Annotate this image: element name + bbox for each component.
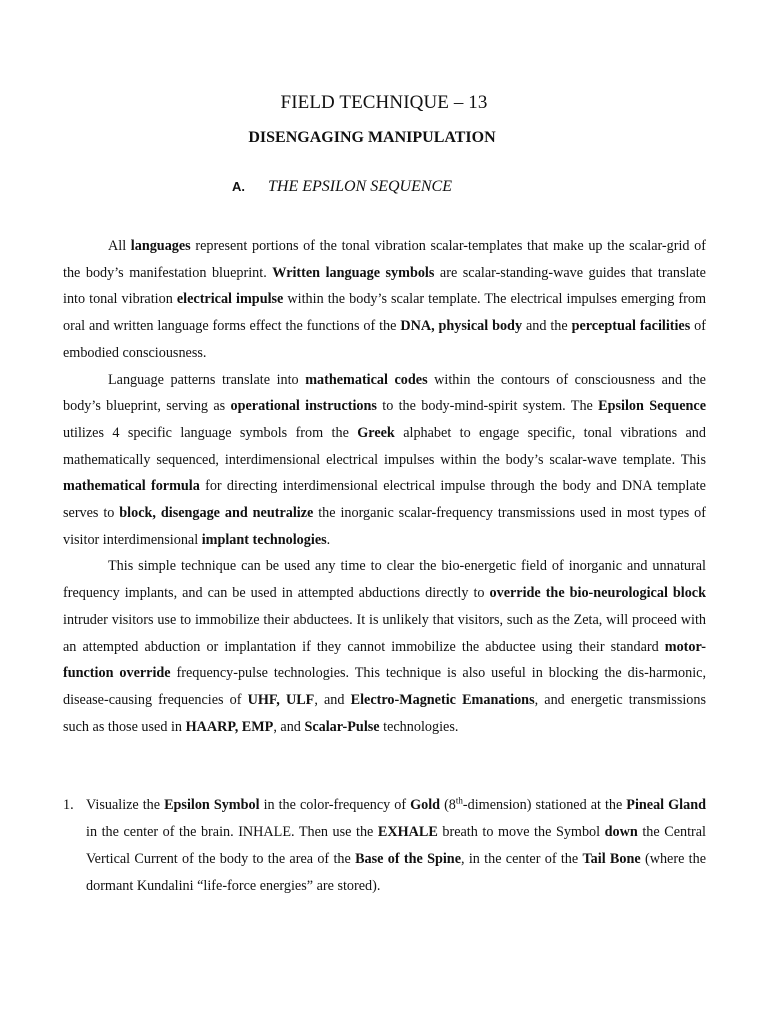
text-run: , and [273, 718, 305, 735]
text-run: breath to move the Symbol [437, 824, 605, 840]
bold-term: implant technologies [201, 531, 327, 548]
body-text [63, 233, 706, 740]
text-run: Language patterns translate into [108, 371, 306, 388]
step-number: 1. [63, 797, 74, 813]
text-run: represent portions of the tonal vibration scalar-templates that make up the scalar-grid of the body’s manifestation blueprint. [63, 238, 706, 281]
text-run: within the body’s scalar template. The electrical impulses emerging from oral and written language forms effect the functions of the [63, 291, 706, 335]
text-run: of embodied consciousness. [63, 318, 706, 361]
bold-term: motor-function override [63, 638, 706, 682]
section-title: THE EPSILON SEQUENCE [268, 178, 452, 195]
bold-term: operational instructions [230, 398, 377, 415]
page-title: FIELD TECHNIQUE – 13 [280, 92, 488, 113]
bold-term: HAARP, EMP [185, 718, 274, 735]
bold-term: Tail Bone [582, 851, 641, 867]
page-subtitle: DISENGAGING MANIPULATION [248, 129, 496, 146]
numbered-steps [63, 792, 706, 900]
bold-term: languages [130, 238, 191, 254]
text-run: in the center of the brain. INHALE. Then use the [86, 824, 378, 840]
bold-term: electrical impulse [176, 291, 284, 308]
text-run: . [326, 531, 331, 548]
text-run: to the body-mind-spirit system. The [376, 398, 599, 415]
bold-term: Pineal Gland [626, 797, 706, 813]
bold-term: mathematical codes [305, 371, 428, 388]
text-run: , and energetic transmissions such as those used in [63, 691, 707, 735]
section-heading [232, 178, 452, 196]
text-run: alphabet to engage specific, tonal vibrations and mathematically sequenced, interdimensional electrical impulses within the body’s scalar-wave template. This [63, 424, 706, 468]
text-run: in the color-frequency of [259, 797, 411, 813]
text-run: intruder visitors use to immobilize their abductees. It is unlikely that visitors, such as the Zeta, will proceed with an attempted abduction or implantation if they cannot immobilize the abductee using their standard [63, 611, 706, 655]
text-run: are scalar-standing-wave guides that translate into tonal vibration [63, 264, 706, 308]
bold-term: UHF, ULF [247, 691, 315, 708]
bold-term: Written language symbols [272, 264, 435, 281]
text-run: Visualize the [86, 797, 165, 813]
bold-term: Electro-Magnetic Emanations [350, 691, 535, 708]
text-run: technologies. [379, 718, 459, 735]
bold-term: down [604, 824, 638, 840]
bold-term: override the bio-neurological block [489, 585, 706, 602]
bold-term: Epsilon Symbol [164, 797, 260, 813]
text-run: -dimension) stationed at the [462, 797, 627, 813]
section-letter: A. [232, 179, 245, 194]
text-run: frequency-pulse technologies. This technique is also useful in blocking the dis-harmonic, disease-causing frequencies of [63, 665, 706, 708]
text-run: All [108, 238, 131, 254]
paragraph-2 [63, 367, 706, 554]
text-run: , in the center of the [461, 851, 583, 867]
text-run: , and [314, 691, 351, 708]
text-run: and the [522, 318, 572, 335]
text-run: This simple technique can be used any time to clear the bio-energetic field of inorganic and unnatural frequency implants, and can be used in attempted abductions directly to [63, 558, 706, 602]
text-run: (where the dormant Kundalini “life-force energies” are stored). [86, 851, 706, 894]
superscript: th [455, 795, 463, 806]
bold-term: EXHALE [377, 824, 438, 840]
step-item [63, 792, 706, 900]
text-run: (8 [440, 797, 456, 813]
step-text [86, 792, 706, 900]
bold-term: Scalar-Pulse [304, 718, 380, 735]
bold-term: perceptual facilities [571, 318, 691, 335]
bold-term: Greek [357, 424, 395, 441]
paragraph-1 [63, 233, 706, 367]
bold-term: Base of the Spine [355, 851, 461, 867]
text-run: for directing interdimensional electrical impulse through the body and DNA template serves to [63, 478, 706, 522]
paragraph-3 [63, 553, 706, 740]
text-run: utilizes 4 specific language symbols from the [63, 424, 358, 441]
text-run: within the contours of consciousness and the body’s blueprint, serving as [63, 371, 706, 415]
bold-term: mathematical formula [63, 478, 200, 495]
bold-term: DNA, physical body [400, 318, 523, 335]
bold-term: Epsilon Sequence [598, 398, 706, 415]
bold-term: Gold [410, 797, 441, 813]
text-run: the Central Vertical Current of the body to the area of the [86, 824, 706, 867]
text-run: the inorganic scalar-frequency transmissions used in most types of visitor interdimensional [63, 505, 706, 548]
bold-term: block, disengage and neutralize [119, 505, 314, 522]
